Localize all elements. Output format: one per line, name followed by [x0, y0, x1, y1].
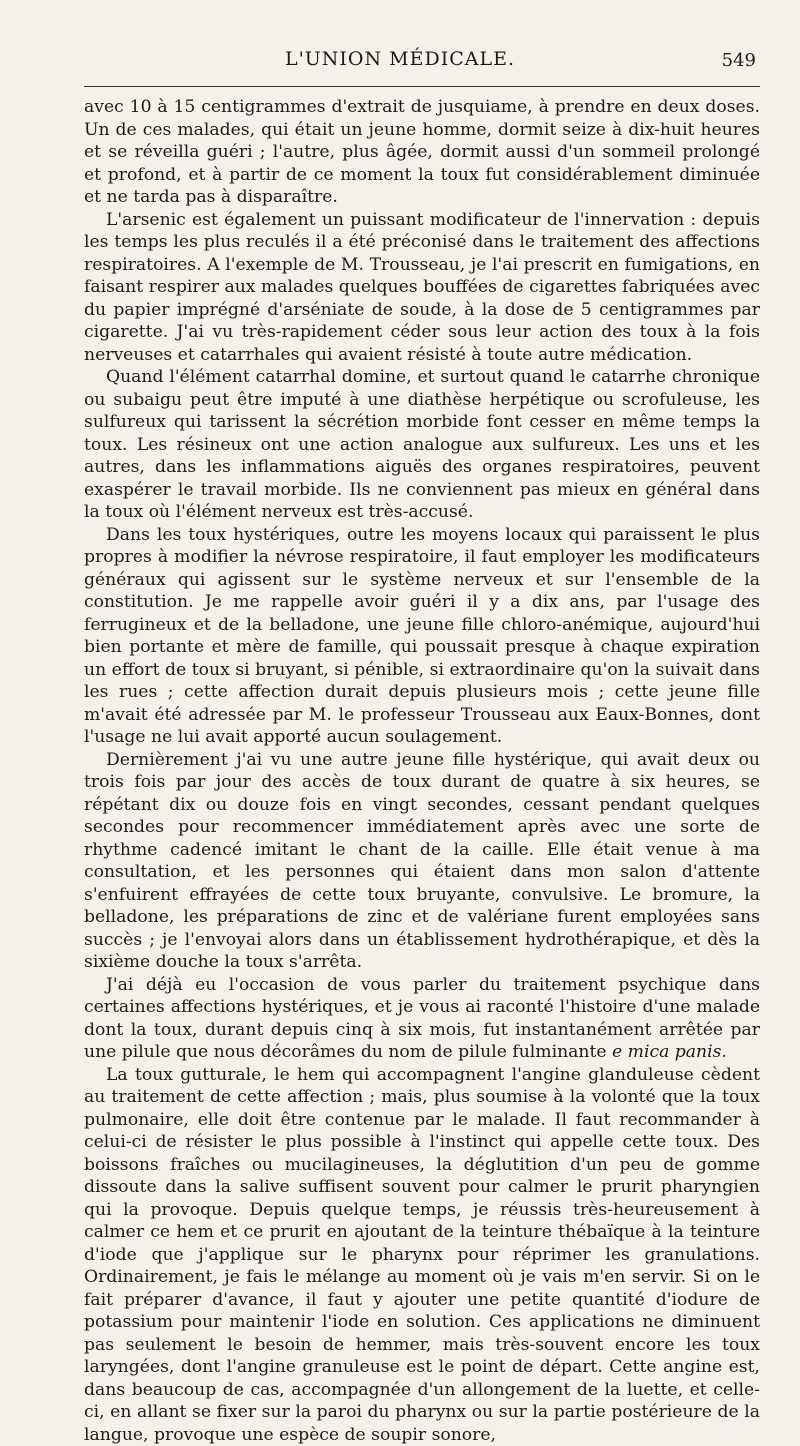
- paragraph-2: L'arsenic est également un puissant modificateur de l'innervation : depuis les temps les plus reculés il a été préconisé dans le traitement des affections respiratoires. A l'exemple de M. Trousseau, je l'ai prescrit en fumigations, en faisant respirer aux malades quelques bouffées de cigarettes fabriquées avec du papier imprégné d'arséniate de soude, à la dose de 5 centigrammes par cigarette. J'ai vu très-rapidement céder sous leur action des toux à la fois nerveuses et catarrhales qui avaient résisté à toute autre médication.: [84, 209, 760, 367]
- page-header: [0, 48, 800, 78]
- article-body: [84, 96, 760, 1446]
- paragraph-7: La toux gutturale, le hem qui accompagnent l'angine glanduleuse cèdent au traitement de cette affection ; mais, plus soumise à la volonté que la toux pulmonaire, elle doit être contenue par le malade. Il faut recommander à celui-ci de résister le plus possible à l'instinct qui appelle cette toux. Des boissons fraîches ou mucilagineuses, la déglutition d'un peu de gomme dissoute dans la salive suffisent souvent pour calmer le prurit pharyngien qui la provoque. Depuis quelque temps, je réussis très-heureusement à calmer ce hem et ce prurit en ajoutant de la teinture thébaïque à la teinture d'iode que j'applique sur le pharynx pour réprimer les granulations. Ordinairement, je fais le mélange au moment où je vais m'en servir. Si on le fait préparer d'avance, il faut y ajouter une petite quantité d'iodure de potassium pour maintenir l'iode en solution. Ces applications ne diminuent pas seulement le besoin de hemmer, mais très-souvent encore les toux laryngées, dont l'angine granuleuse est le point de départ. Cette angine est, dans beaucoup de cas, accompagnée d'un allongement de la luette, et celle-ci, en allant se fixer sur la paroi du pharynx ou sur la partie postérieure de la langue, provoque une espèce de soupir sonore,: [84, 1064, 760, 1446]
- paragraph-6-text: J'ai déjà eu l'occasion de vous parler du traitement psychique dans certaines affections hystériques, et je vous ai raconté l'histoire d'une malade dont la toux, durant depuis cinq à six mois, fut instantanément arrêtée par une pilule que nous décorâmes du nom de pilule fulminante: [84, 975, 760, 1063]
- paragraph-6-italic: e mica panis.: [612, 1042, 727, 1062]
- paragraph-6: [84, 974, 760, 1064]
- paragraph-3: Quand l'élément catarrhal domine, et surtout quand le catarrhe chronique ou subaigu peut être imputé à une diathèse herpétique ou scrofuleuse, les sulfureux qui tarissent la sécrétion morbide font cesser en même temps la toux. Les résineux ont une action analogue aux sulfureux. Les uns et les autres, dans les inflammations aiguës des organes respiratoires, peuvent exaspérer le travail morbide. Ils ne conviennent pas mieux en général dans la toux où l'élément nerveux est très-accusé.: [84, 366, 760, 524]
- page-number: 549: [722, 50, 756, 71]
- paragraph-1: avec 10 à 15 centigrammes d'extrait de jusquiame, à prendre en deux doses. Un de ces malades, qui était un jeune homme, dormit seize à dix-huit heures et se réveilla guéri ; l'autre, plus âgée, dormit aussi d'un sommeil prolongé et profond, et à partir de ce moment la toux fut considérablement diminuée et ne tarda pas à disparaître.: [84, 96, 760, 209]
- header-rule: [84, 86, 760, 87]
- running-title: L'UNION MÉDICALE.: [0, 48, 800, 70]
- paragraph-5: Dernièrement j'ai vu une autre jeune fille hystérique, qui avait deux ou trois fois par jour des accès de toux durant de quatre à six heures, se répétant dix ou douze fois en vingt secondes, cessant pendant quelques secondes pour recommencer immédiatement après avec une sorte de rhythme cadencé imitant le chant de la caille. Elle était venue à ma consultation, et les personnes qui étaient dans mon salon d'attente s'enfuirent effrayées de cette toux bruyante, convulsive. Le bromure, la belladone, les préparations de zinc et de valériane furent employées sans succès ; je l'envoyai alors dans un établissement hydrothérapique, et dès la sixième douche la toux s'arrêta.: [84, 749, 760, 974]
- paragraph-4: Dans les toux hystériques, outre les moyens locaux qui paraissent le plus propres à modifier la névrose respiratoire, il faut employer les modificateurs généraux qui agissent sur le système nerveux et sur l'ensemble de la constitution. Je me rappelle avoir guéri il y a dix ans, par l'usage des ferrugineux et de la belladone, une jeune fille chloro-anémique, aujourd'hui bien portante et mère de famille, qui poussait presque à chaque expiration un effort de toux si bruyant, si pénible, si extraordinaire qu'on la suivait dans les rues ; cette affection durait depuis plusieurs mois ; cette jeune fille m'avait été adressée par M. le professeur Trousseau aux Eaux-Bonnes, dont l'usage ne lui avait apporté aucun soulagement.: [84, 524, 760, 749]
